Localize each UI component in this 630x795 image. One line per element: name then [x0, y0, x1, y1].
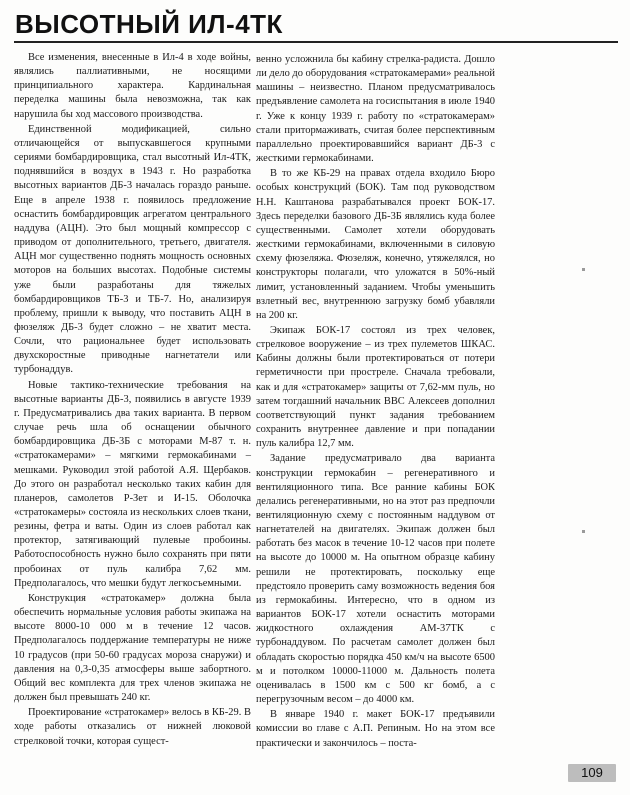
margin-mark [582, 268, 585, 271]
paragraph: Единственной модификацией, сильно отличающейся от выпускавшегося крупными сериями бомбардировщика, стал высотный Ил-4ТК, поднявшийся в воздух в 1943 г. Но разработка высотных вариантов ДБ-3 началась гораздо раньше. Еще в апреле 1938 г. появилось предложение оснастить бомбардировщик агрегатом центрального наддува (АЦН). Это был мощный компрессор с приводом от дополнительного, третьего, двигателя. АЦН мог существенно поднять мощность основных моторов на больших высотах. Подобные системы уже были разработаны для тяжелых бомбардировщиков ТБ-3 и ТБ-7. Но, анализируя проблему, пришли к выводу, что поставить АЦН в фюзеляж ДБ-3 будет сложно – не хватит места. Сочли, что рациональнее будет использовать двухскоростные приводные нагнетатели или турбонаддув. [14, 123, 251, 376]
left-column [14, 51, 251, 750]
paragraph: Экипаж БОК-17 состоял из трех человек, стрелковое вооружение – из трех пулеметов ШКАС. Кабины должны были протектироваться от потери герметичности при прострелe. Сначала требовали, как и для «стратокамер» защиты от 7,62-мм пуль, но затем тогдашний начальник ВВС Алексеев дополнил соответствующий пункт задания требованием сохранить внутреннее давление и при попадании пуль калибра 12,7 мм. [256, 324, 495, 450]
title-divider [14, 41, 618, 43]
right-column [256, 53, 495, 752]
margin-mark [582, 530, 585, 533]
page-number: 109 [568, 764, 616, 782]
paragraph: Задание предусматривало два варианта конструкции гермокабин – регенеративного и вентиляционного типа. Все ранние кабины БОК делались регенеративными, но на этот раз предпочли вентиляционную схему с постоянным наддувом от нагнетателей на двигателях. Экипаж должен был работать без масок в течение 10-12 часов при полете на высоте до 10000 м. На опытном образце кабину решили не протектировать, поскольку еще предстояло проверить саму возможность ведения боя из гермокабины. Интересно, что в одном из вариантов БОК-17 хотели оснастить моторами жидкостного охлаждения АМ-37ТК с турбонаддувом. По расчетам самолет должен был обладать скоростью порядка 450 км/ч на высоте 6500 м и потолком 10000-11000 м. Дальность полета оценивалась в 1500 км с 500 кг бомб, а с перегрузочным весом – до 4000 км. [256, 453, 495, 706]
paragraph: В январе 1940 г. макет БОК-17 предъявили комиссии во главе с А.П. Репиным. Но на этом все практически и закончилось – поста- [256, 709, 495, 749]
paragraph: В то же КБ-29 на правах отдела входило Бюро особых конструкций (БОК). Там под руководством Н.Н. Каштанова разрабатывался проект БОК-17. Здесь переделки базового ДБ-3Б являлись куда более существенными. Самолет хотели оборудовать жесткими гермокабинами, включенными в силовую схему фюзеляжа. Фюзеляж, конечно, утяжелялся, но конструкторы полагали, что уложатся в 50%-ный лимит, установленный заданием. Чтобы уменьшить взлетный вес, внутреннюю загрузку бомб убавляли на 200 кг. [256, 168, 495, 321]
paragraph: Проектирование «стратокамер» велось в КБ-29. В ходе работы отказались от нижней люковой стрелковой точки, которая сущест- [14, 707, 251, 747]
paragraph: венно усложнила бы кабину стрелка-радиста. Дошло ли дело до оборудования «стратокамерами» реальной машины – неизвестно. Планом предусматривалось предъявление самолета на госиспытания в июле 1940 г. Уже к концу 1939 г. работу по «стратокамерам» стали притормаживать, считая более перспективным параллельно проектировавшийся вариант ДБ-3 с жесткими гермокабинами. [256, 54, 495, 165]
paragraph: Новые тактико-технические требования на высотные варианты ДБ-3, появились в августе 1939 г. Предусматривались два таких варианта. В первом случае речь шла об оснащении обычного бомбардировщика ДБ-3Б с моторами М-87 т. н. «стратокамерами» – мягкими гермокабинами – мешками. Руководил этой работой А.Я. Щербаков. До этого он разработал несколько таких кабин для планеров, самолетов Р-Зет и И-15. Оболочка «стратокамеры» состояла из нескольких слоев ткани, резины, фетра и ваты. Один из слоев работал как протектор, затягивающий пулевые пробоины. Работоспособность нужно было сохранять при пяти пробоинах от пуль калибра 7,62 мм. Предполагалось, что мешки будут легкосъемными. [14, 379, 251, 589]
paragraph: Все изменения, внесенные в Ил-4 в ходе войны, являлись паллиативными, не носящими принципиального характера. Кардинальная переделка машины была невозможна, так как нарушила бы ход массового производства. [14, 52, 251, 120]
page-title: ВЫСОТНЫЙ ИЛ-4ТК [15, 9, 283, 39]
paragraph: Конструкция «стратокамер» должна была обеспечить нормальные условия работы экипажа на высоте 8000-10 000 м в течение 12 часов. Предполагалось поддержание температуры не ниже 10 градусов (при 50-60 градусах мороза снаружи) и давления на 0,3-0,35 атмосферы выше забортного. Общий вес комплекта для трех членов экипажа не должен был превышать 240 кг. [14, 592, 251, 704]
